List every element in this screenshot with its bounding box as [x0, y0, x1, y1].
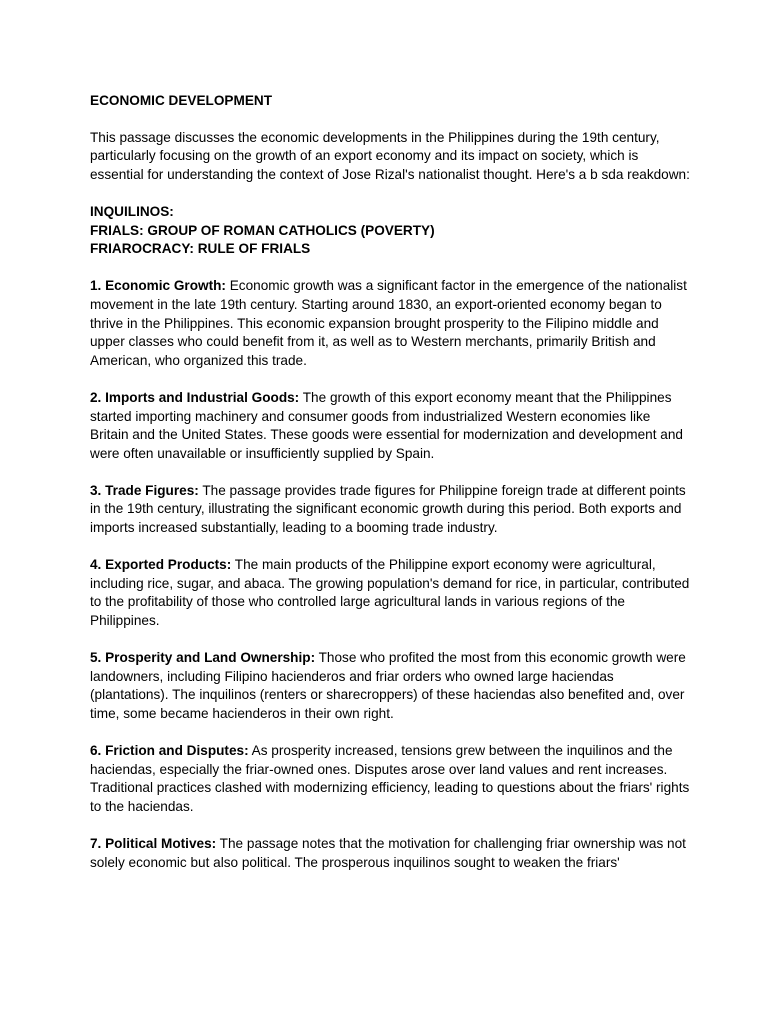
item-text: Those who profited the most from this economic growth were landowners, including Filipino hacienderos and friar orders who owned large haciendas (plantations). The inquilinos (renters or sharecroppers) of these haciendas also benefited and, over time, some became hacienderos in their own right. — [90, 650, 686, 721]
list-item-trade-figures — [90, 482, 690, 538]
item-heading: 1. Economic Growth: — [90, 278, 226, 294]
item-heading: 6. Friction and Disputes: — [90, 743, 249, 759]
definition-frials: FRIALS: GROUP OF ROMAN CATHOLICS (POVERTY) — [90, 222, 435, 238]
item-heading: 2. Imports and Industrial Goods: — [90, 389, 300, 405]
definition-friarocracy: FRIAROCRACY: RULE OF FRIALS — [90, 241, 311, 257]
list-item-economic-growth — [90, 277, 690, 370]
item-text: The passage notes that the motivation for challenging friar ownership was not solely economic but also political. The prosperous inquilinos sought to weaken the friars' — [90, 836, 686, 870]
item-heading: 4. Exported Products: — [90, 557, 232, 573]
definition-inquilinos: INQUILINOS: — [90, 203, 174, 219]
item-text: The growth of this export economy meant that the Philippines started importing machinery and consumer goods from industrialized Western economies like Britain and the United States. These goods were essential for modernization and development and were often unavailable or insufficiently supplied by Spain. — [90, 389, 683, 461]
list-item-imports — [90, 389, 690, 463]
item-text: Economic growth was a significant factor in the emergence of the nationalist movement in the late 19th century. Starting around 1830, an export-oriented economy began to thrive in the Philippines. This economic expansion brought prosperity to the Filipino middle and upper classes who could benefit from it, as well as to Western merchants, primarily British and American, who organized this trade. — [90, 278, 687, 368]
document-body — [90, 92, 690, 891]
definitions-block — [90, 203, 690, 259]
list-item-prosperity — [90, 649, 690, 723]
item-heading: 5. Prosperity and Land Ownership: — [90, 650, 316, 666]
list-item-exported-products — [90, 556, 690, 630]
intro-paragraph: This passage discusses the economic developments in the Philippines during the 19th century, particularly focusing on the growth of an export economy and its impact on society, which is essential for understanding the context of Jose Rizal's nationalist thought. Here's a b sda reakdown: — [90, 129, 690, 182]
document-title: ECONOMIC DEVELOPMENT — [90, 93, 273, 108]
item-heading: 3. Trade Figures: — [90, 482, 199, 498]
list-item-friction — [90, 742, 690, 816]
item-text: The passage provides trade figures for Philippine foreign trade at different points in the 19th century, illustrating the significant economic growth during this period. Both exports and imports increased substantially, leading to a booming trade industry. — [90, 482, 686, 536]
item-text: As prosperity increased, tensions grew between the inquilinos and the haciendas, especially the friar-owned ones. Disputes arose over land values and rent increases. Traditional practices clashed with modernizing efficiency, leading to questions about the friars' rights to the haciendas. — [90, 743, 690, 814]
item-text: The main products of the Philippine export economy were agricultural, including rice, sugar, and abaca. The growing population's demand for rice, in particular, contributed to the profitability of those who controlled large agricultural lands in various regions of the Philippines. — [90, 557, 690, 629]
list-item-political-motives — [90, 835, 690, 872]
item-heading: 7. Political Motives: — [90, 836, 217, 852]
